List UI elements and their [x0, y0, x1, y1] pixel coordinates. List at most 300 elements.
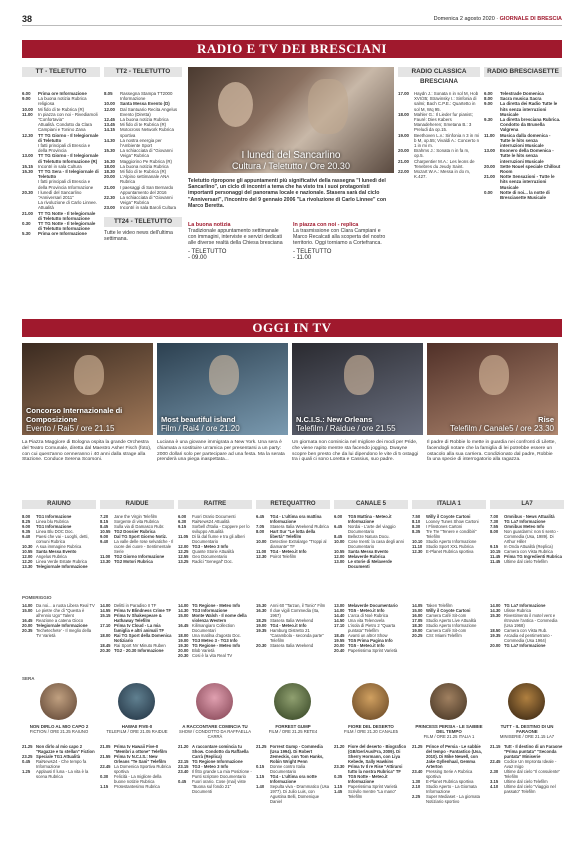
- schedule-row: [334, 774, 408, 784]
- schedule-program: TG2 Giorno Informazione: [114, 554, 165, 559]
- person-photo-shape: [218, 82, 253, 127]
- schedule-time: 12.00: [104, 106, 115, 112]
- schedule-program: Nordai - L'arte del viaggio Documentario: [348, 524, 396, 534]
- thumbnail-title: PRINCESS PERSIA - LE SABBIE DEL TEMPO: [415, 724, 483, 734]
- schedule-time: 10.55: [100, 529, 111, 534]
- thumbnail-caption: [178, 725, 252, 739]
- schedule-program: Taken Telefilm: [426, 603, 453, 608]
- schedule-time: 18.25: [256, 618, 267, 623]
- schedule-time: 8.30: [412, 524, 421, 529]
- schedule-program: Una matilna d'agosto Doc.: [192, 633, 241, 638]
- schedule-time: 19.00: [398, 132, 409, 138]
- program-subtitle: Evento / Rai5 / ore 21.15: [26, 424, 115, 433]
- schedule-time: 13.00: [22, 153, 33, 159]
- schedule-row: [178, 613, 252, 623]
- schedule-row: [104, 205, 182, 210]
- schedule-time: 15.30: [256, 603, 267, 608]
- schedule-program: Le pietre che di "Questa è all'ennio Ugo" Talent: [36, 608, 85, 618]
- schedule-program: Techetechete' - Il meglio della TV Varietà: [36, 628, 92, 638]
- schedule-program: Mi fido di te Rubrica (R): [120, 169, 167, 175]
- schedule-program: TT TG Sera - Il telegiornale di Teletutto: [38, 169, 99, 180]
- schedule-time: 2.30: [490, 769, 499, 774]
- program-thumbnail: [508, 683, 545, 720]
- schedule-time: [22, 200, 38, 210]
- schedule-time: 18.30: [104, 169, 115, 175]
- schedule-time: 21.00: [22, 210, 33, 216]
- schedule-program: Camera con Vista Rubrica: [504, 549, 553, 554]
- schedule-program: Santa Messa Evento: [36, 549, 77, 554]
- schedule-time: 16.45: [178, 623, 189, 628]
- program-photo: [157, 343, 288, 435]
- schedule-program: TG5 Mattina - Meteo.it Informazione: [348, 514, 392, 524]
- schedule-program: Geo Documentario: [192, 554, 228, 559]
- schedule-program: Camera Café Sit-com: [426, 628, 467, 633]
- schedule-time: 20.00: [484, 163, 495, 169]
- schedule-time: 8.00: [256, 529, 265, 534]
- schedule-program: La diretta dei Radio Tutte le hits senza interruzioni Musicale: [500, 101, 558, 117]
- schedule-program: Sorbell d'Italia - Coppere per lo sviluppo Attualità: [192, 524, 250, 534]
- channel-schedule: [412, 514, 486, 554]
- afternoon-label: POMERIGGIO: [22, 595, 52, 600]
- schedule-program: Haydn J.: Sonata n in sol M, Hob XVI/35; Stravinsky I.: Sinfonia di salmi; Bach C.P.E.: Quartetto in sol M, Wq 95.: [414, 91, 479, 112]
- schedule-program: TT TG Notte - Il telegiornale di Teletutto Informazione: [38, 221, 96, 232]
- schedule-program: E-Planet Rubrica sportiva: [426, 779, 474, 784]
- schedule-time: 8.05: [104, 91, 113, 96]
- schedule-time: 10.00: [104, 101, 115, 107]
- schedule-program: L'Alpino settimanale ANA Rubrica: [120, 174, 169, 185]
- schedule-row: [22, 153, 100, 163]
- schedule-time: 5.30: [22, 231, 31, 237]
- person-photo-shape: [209, 355, 239, 395]
- schedule-row: [334, 559, 408, 569]
- schedule-time: 0.00: [484, 189, 493, 195]
- schedule-time: 7.20: [100, 514, 109, 519]
- schedule-time: 1.25: [22, 769, 31, 774]
- schedule-program: TG4 - L'ultima ora notte Informazione: [270, 774, 317, 784]
- schedule-program: Dal Santuario Recita Angelus Evento (Diretta): [120, 106, 178, 117]
- schedule-row: [412, 744, 486, 769]
- schedule-row: [412, 769, 486, 779]
- schedule-program: Willy il Coyote Cartoni: [426, 608, 471, 613]
- schedule-program: Ultime dal cielo "Viaggio nel passato" Telefilm: [504, 784, 556, 794]
- schedule-time: 13.00: [334, 603, 345, 608]
- feature-text: Teletutto ripropone gli appuntamenti più significativi della rassegna "I lunedì del Sancarlino", un ciclo di incontri a tema che ha visto tra i suoi protagonisti importanti personaggi del panorama locale e nazionale. Stasera sarà dal ciclo "Anniversari", l'incontro del 9 gennaio 2006 "La rivoluzione di Carlo Linnee" con Marco Beretta.: [188, 178, 387, 209]
- schedule-program: Studio Aperto Informazione: [426, 539, 477, 544]
- program-thumbnail: [40, 683, 77, 720]
- schedule-time: 14.55: [100, 608, 111, 613]
- schedule-program: Poirot Telefilm: [270, 554, 297, 559]
- schedule-program: Prima tv Shakespeare & Hathaway Telefilm: [114, 613, 162, 623]
- schedule-program: Sulla via di Damasco Rubr.: [114, 524, 165, 529]
- schedule-program: Incontri in sala Baroli Cultura: [120, 205, 177, 211]
- schedule-program: Esonero della Domenica - Tutte le hits senza interruzioni Musicale: [500, 148, 554, 164]
- schedule-row: [22, 231, 100, 236]
- schedule-row: [256, 628, 330, 643]
- schedule-time: 16.30: [256, 608, 267, 613]
- thumbnail-title: FORREST GUMP: [275, 724, 311, 729]
- schedule-program: La buona notizia Rubrica: [120, 163, 169, 169]
- thumbnail-caption: [334, 725, 408, 735]
- schedule-program: Cosi è la vita Real TV: [192, 653, 233, 658]
- schedule-row: [178, 524, 252, 534]
- schedule-program: Una vita Telenovela: [348, 618, 385, 623]
- schedule-program: Prima tv N.C.I.S.: New Orleans "Te Sani" Telefilm: [114, 754, 166, 764]
- schedule-time: 9.15: [490, 544, 499, 549]
- schedule-time: 13.30: [100, 559, 111, 564]
- schedule-time: 14.50: [334, 618, 345, 623]
- schedule-program: TG Regione - Meteo Info: [192, 603, 241, 608]
- schedule-time: 2.10: [412, 784, 421, 789]
- schedule-time: 15.30: [104, 148, 115, 154]
- person-photo-shape: [74, 355, 104, 395]
- schedule-time: 8.25: [22, 519, 31, 524]
- program-description: Il padre di Robbie lo mette in guardia nei confronti di Lilette, facendogli notare che la famiglia di lei potrebbe essere un ostacolo alla sua carriera. Condizionato dal padre, Robbie fa una specie di interrogatorio alla ragazza.: [427, 440, 556, 463]
- thumbnail-subtitle: MINISERIE / ORE 21.15 LA7: [499, 733, 555, 739]
- schedule-time: 20.00: [178, 648, 189, 653]
- newspaper-name: GIORNALE DI BRESCIA: [499, 16, 562, 22]
- person-photo-shape: [479, 355, 509, 395]
- schedule-time: 13.25: [178, 559, 189, 564]
- schedule-time: 23.15: [178, 764, 189, 769]
- schedule-time: 13.00: [484, 148, 495, 154]
- schedule-program: Rai Sport NV Minuto Ruben: [114, 643, 166, 648]
- schedule-row: [22, 769, 96, 779]
- schedule-program: Fuori Orario Documenti: [192, 514, 236, 519]
- schedule-program: Felicità - La migliore della buone notizie Rubrica: [114, 774, 162, 784]
- schedule-time: 8.45: [334, 534, 343, 539]
- schedule-time: 12.20: [22, 559, 33, 564]
- schedule-time: 11.00: [100, 554, 111, 559]
- schedule-time: 14.00: [334, 608, 345, 613]
- schedule-time: 22.30: [104, 195, 115, 201]
- schedule-time: 14.30: [178, 608, 189, 613]
- program-photo: [427, 343, 558, 435]
- schedule-time: 14.40: [334, 613, 345, 618]
- schedule-time: 8.00: [484, 96, 493, 102]
- tt2-teletutto-column: [104, 67, 182, 242]
- schedule-row: [484, 148, 562, 164]
- schedule-time: 14.00: [178, 603, 189, 608]
- channel-schedule: [256, 603, 330, 648]
- schedule-program: Prince of Persia - Le sabbie del tempo - Fantastico (Usa, 2010). Di Mike Newell, con Jake Gyllenhaal, Gemma Arterton: [426, 744, 482, 769]
- channel-schedule: [334, 514, 408, 569]
- schedule-program: Studio Sport XXL Rubrica: [426, 544, 474, 549]
- evening-schedule: [490, 744, 564, 794]
- schedule-program: Studio Aperto Live Attualità: [426, 618, 477, 623]
- schedule-program: Donne contro Italia Documentario: [270, 764, 306, 774]
- evening-label: SERA: [22, 676, 35, 681]
- schedule-program: RaiNews24 - Che tempo fa Informazione: [36, 759, 87, 769]
- schedule-program: TG4 - L'ultima ora mattina Informazione: [270, 514, 322, 524]
- schedule-program: TG5 - Meteo.it Info: [348, 608, 385, 613]
- feature-photo: [188, 67, 394, 173]
- schedule-time: 20.30: [22, 189, 33, 195]
- schedule-time: 18.50: [490, 628, 501, 633]
- schedule-time: 17.10: [334, 623, 345, 628]
- evening-schedule: [334, 744, 408, 799]
- schedule-time: 9.00: [100, 534, 109, 539]
- evening-schedule: [178, 744, 252, 794]
- program-title: Concorso Internazionale di Composizione: [26, 406, 123, 424]
- evening-schedule: [100, 744, 174, 789]
- schedule-row: [484, 101, 562, 117]
- thumbnail-subtitle: FILM / ORE 21.20 CANALE5: [344, 728, 398, 734]
- program-thumbnail: [118, 683, 155, 720]
- schedule-time: 11.00: [256, 549, 267, 554]
- photo-caption: [427, 413, 558, 435]
- schedule-program: Telegiornale Informazione: [36, 564, 88, 569]
- schedule-time: 0.30: [100, 774, 109, 779]
- schedule-program: Reazione a catena Gioco: [36, 618, 84, 623]
- schedule-program: Prima tv Blindness Crime TF: [114, 608, 172, 613]
- schedule-time: 7.55: [490, 524, 499, 529]
- schedule-program: Blob Varietà: [192, 648, 215, 653]
- schedule-time: 21.15: [490, 744, 501, 749]
- schedule-time: 9.00: [484, 101, 493, 107]
- schedule-program: Willy il Coyote Cartoni: [426, 514, 471, 519]
- thumbnail-caption: [100, 725, 174, 735]
- column-title: RADIO BRESCIASETTE: [484, 67, 562, 77]
- schedule-time: 9.35: [22, 529, 31, 534]
- schedule-time: 10.55: [334, 549, 345, 554]
- schedule-program: Linea blu Rubrica: [36, 519, 69, 524]
- schedule-row: [22, 608, 96, 618]
- schedule-program: Le storie di Melaverde Documenti: [348, 559, 392, 569]
- page-header: [22, 12, 562, 26]
- schedule-row: [334, 524, 408, 534]
- schedule-row: [490, 759, 564, 769]
- schedule-row: [100, 633, 174, 643]
- schedule-row: [412, 549, 486, 554]
- schedule-row: [256, 784, 330, 804]
- tt-teletutto-column: [22, 67, 100, 237]
- thumbnail-subtitle: FILM / ORE 21.25 ITALIA 1: [423, 733, 475, 739]
- schedule-row: [490, 529, 564, 544]
- schedule-time: 7.00: [490, 514, 499, 519]
- schedule-row: [22, 179, 100, 189]
- tt24-title: TT24 - TELETUTTO: [104, 217, 182, 227]
- channel-schedule: [490, 603, 564, 648]
- program-thumbnail: [196, 683, 233, 720]
- schedule-program: Ulisse Rubrica: [504, 608, 531, 613]
- thumbnail-title: TUTT - IL DESTINO DI UN FARAONE: [500, 724, 554, 734]
- schedule-program: Fuori orario. Cose (mai) viste "Buona sul fondo 21" Documenti: [192, 779, 246, 794]
- schedule-row: [256, 764, 330, 774]
- schedule-time: 13.30: [22, 564, 33, 569]
- schedule-time: 19.35: [256, 628, 267, 633]
- schedule-program: TG3 Meteo 3 - TG3 Info: [192, 638, 238, 643]
- schedule-time: 1.40: [256, 784, 265, 789]
- schedule-time: 6.45: [256, 514, 265, 519]
- schedule-program: La buona notizia Rubrica religiosa: [38, 96, 87, 107]
- schedule-row: [490, 633, 564, 643]
- schedule-program: Beethoven L.v.: Sinfonia n 3 in mi b M, op.55; Vivaldi A.: Concerto n 1 in mi m.: [414, 132, 480, 149]
- thumbnail-caption: [412, 725, 486, 739]
- schedule-row: [22, 211, 100, 221]
- schedule-time: 21.20: [334, 744, 345, 749]
- schedule-program: Omnibus - News Attualità: [504, 514, 555, 519]
- schedule-program: Detective Extralarge "Troppi al diamante" TF: [270, 539, 327, 549]
- schedule-program: La schiacciata di "Giovanni Veiga" Rubrica: [120, 148, 173, 159]
- schedule-time: 20.00: [334, 643, 345, 648]
- schedule-program: Rassegna Stampa TT2000 Informazione: [120, 91, 173, 102]
- schedule-time: 9.00: [22, 524, 31, 529]
- schedule-program: La rivoluzione di Carlo Linnee. Attualità: [38, 200, 98, 211]
- schedule-time: 3.15: [490, 779, 499, 784]
- schedule-program: Sorgente di vita Rubrica: [114, 519, 159, 524]
- schedule-time: 20.25: [412, 633, 423, 638]
- schedule-row: [22, 112, 100, 122]
- schedule-time: 15.00: [178, 613, 189, 618]
- schedule-program: I Flinstones Cartoni: [426, 524, 463, 529]
- schedule-program: In Onda Attualità (Replica): [504, 544, 553, 549]
- schedule-time: 9.30: [484, 117, 493, 123]
- schedule-time: 8.15: [100, 519, 109, 524]
- schedule-row: [22, 190, 100, 200]
- schedule-program: TG La7 Informazione: [504, 603, 546, 608]
- program-description: La Piazza Maggiore di Bologna ospita la grande Orchestra del Teatro Comunale, diretta dal Maestro Asher Fisch (foto), con cui quest'anno cenneranno i 40 anni dalla strage alla Stazione. Conduce Serena Scorsoni.: [22, 440, 152, 463]
- schedule-row: [412, 784, 486, 794]
- schedule-time: 2.25: [412, 794, 421, 799]
- schedule-time: 15.30: [22, 169, 33, 175]
- schedule-time: 14.00: [490, 603, 501, 608]
- schedule-time: 14.30: [490, 608, 501, 613]
- column-title: TT2 - TELETUTTO: [104, 67, 182, 77]
- channel-schedule: [412, 603, 486, 638]
- schedule-program: Di là dal fiume e tra gli alberi Documentario: [192, 534, 245, 544]
- schedule-time: 19.00: [412, 628, 423, 633]
- schedule-row: [100, 744, 174, 754]
- schedule-row: [256, 529, 330, 539]
- schedule-row: [100, 613, 174, 623]
- schedule-program: A sua immagine Rubrica: [36, 544, 82, 549]
- schedule-time: 11.00: [484, 132, 495, 138]
- thumbnail-subtitle: TELEFILM / ORE 21.05 RAIDUE: [106, 728, 168, 734]
- schedule-row: [22, 96, 100, 106]
- schedule-time: 10.00: [22, 106, 33, 112]
- schedule-row: [398, 91, 480, 112]
- schedule-time: 20.30: [256, 643, 267, 648]
- schedule-row: [490, 559, 564, 564]
- schedule-program: RaiNews24 Attualità: [192, 519, 230, 524]
- schedule-row: [22, 143, 100, 153]
- column-title: TT - TELETUTTO: [22, 67, 100, 77]
- feature-caption: [188, 148, 394, 173]
- schedule-list: [22, 91, 100, 237]
- schedule-time: 19.00: [178, 638, 189, 643]
- schedule-time: 1.45: [334, 789, 343, 794]
- program-subtitle: Telefilm / Canale5 / ore 23.30: [449, 424, 554, 433]
- schedule-time: 14.00: [100, 603, 111, 608]
- schedule-row: [398, 133, 480, 149]
- schedule-row: [484, 133, 562, 149]
- schedule-time: 0.15: [256, 764, 265, 769]
- schedule-time: 21.05: [100, 744, 111, 749]
- schedule-program: Hart Sur "Le lotta della libertà" Telefilm: [270, 529, 316, 539]
- program-description: Un giornata non cominicia nel migliore dei modi per Pride, che viene rapito mentre sta facendo jogging. Dwayne scopre ben presto che da lui dipendono le vite di 5 ostaggi tra i quali ci sono Loretta e Cassius, suo padre.: [292, 440, 419, 463]
- schedule-row: [22, 534, 96, 544]
- schedule-row: [104, 185, 182, 195]
- schedule-program: TT TG Notte - Il telegiornale di Teletutto Informazione: [38, 210, 96, 221]
- schedule-time: 12.45: [104, 117, 115, 123]
- thumbnail-title: FIORE DEL DESERTO: [348, 724, 394, 729]
- schedule-program: Stasera Italia Weekend: [270, 618, 314, 623]
- schedule-row: [484, 164, 562, 174]
- schedule-row: [100, 754, 174, 764]
- column-title: RADIO CLASSICA BRESCIANA: [398, 67, 480, 77]
- schedule-time: 0.45: [22, 759, 31, 764]
- schedule-program: Cose Inenti: la casa degli anni Documentario: [348, 539, 404, 549]
- schedule-program: Stasera Italia Weekend Rubrica: [270, 524, 329, 529]
- schedule-time: 12.25: [178, 549, 189, 554]
- schedule-program: TG4 - Meteo.it Info: [270, 549, 307, 554]
- schedule-row: [334, 648, 408, 653]
- schedule-program: Sette Nouel speciale Chillout Room: [500, 163, 561, 175]
- schedule-time: 13.00: [334, 559, 345, 564]
- schedule-row: [178, 744, 252, 759]
- schedule-time: 21.25: [256, 744, 267, 749]
- schedule-time: [22, 122, 38, 132]
- schedule-time: 6.00: [484, 91, 493, 96]
- schedule-program: Da noi... a ruota Libera Real TV: [36, 603, 95, 608]
- schedule-time: 0.35: [334, 774, 343, 779]
- person-photo-shape: [344, 355, 374, 395]
- schedule-time: 15.00: [22, 608, 33, 613]
- schedule-time: 23.25: [22, 754, 33, 759]
- person-photo-shape: [308, 79, 348, 134]
- schedule-row: [334, 789, 408, 799]
- schedule-program: Brahms J.: Sonata n in fa m, op.5.: [414, 148, 470, 159]
- schedule-time: 18.45: [100, 643, 111, 648]
- schedule-row: [104, 127, 182, 137]
- schedule-row: [334, 539, 408, 549]
- schedule-program: Prima TG Ingredienti Rubrica: [504, 554, 562, 559]
- schedule-program: Prima tv Hawaii Five-0 "Membri a ottone" Telefilm: [114, 744, 167, 754]
- schedule-time: 16.00: [412, 613, 423, 618]
- program-title: Most beautiful island: [161, 415, 236, 424]
- photo-caption: [22, 404, 153, 435]
- program-thumbnail: [352, 683, 389, 720]
- schedule-row: [334, 764, 408, 774]
- schedule-row: [398, 169, 480, 179]
- page-number: 38: [22, 14, 33, 24]
- schedule-time: 11.10: [412, 544, 423, 549]
- evening-schedule: [412, 744, 486, 804]
- schedule-time: 22.45: [490, 759, 501, 764]
- schedule-time: 9.40: [100, 539, 109, 544]
- schedule-program: E-Planet Rubrica sportiva: [426, 549, 474, 554]
- schedule-row: [22, 744, 96, 754]
- evening-schedule: [22, 744, 96, 779]
- schedule-program: Delitti in Paradiso II TF: [114, 603, 157, 608]
- schedule-row: [490, 744, 564, 759]
- schedule-time: [22, 143, 38, 153]
- schedule-time: 9.40: [22, 534, 31, 539]
- schedule-row: [22, 759, 96, 769]
- schedule-row: [104, 91, 182, 101]
- thumbnail-caption: [256, 725, 330, 735]
- schedule-time: 12.55: [178, 554, 189, 559]
- schedule-time: 1.30: [412, 779, 421, 784]
- schedule-program: Codice Un Impronta Ideale - Avaz Inigo: [504, 759, 557, 769]
- program-photo: [22, 343, 153, 435]
- schedule-row: [104, 107, 182, 117]
- schedule-program: Incontri in sala Cultura: [38, 163, 82, 169]
- schedule-program: TT TG Giorno - Il telegiornale di Teletutto Informazione (R): [38, 153, 99, 164]
- schedule-time: 12.00: [334, 554, 345, 559]
- schedule-time: 20.00: [22, 623, 33, 628]
- schedule-time: 6.00: [22, 91, 31, 96]
